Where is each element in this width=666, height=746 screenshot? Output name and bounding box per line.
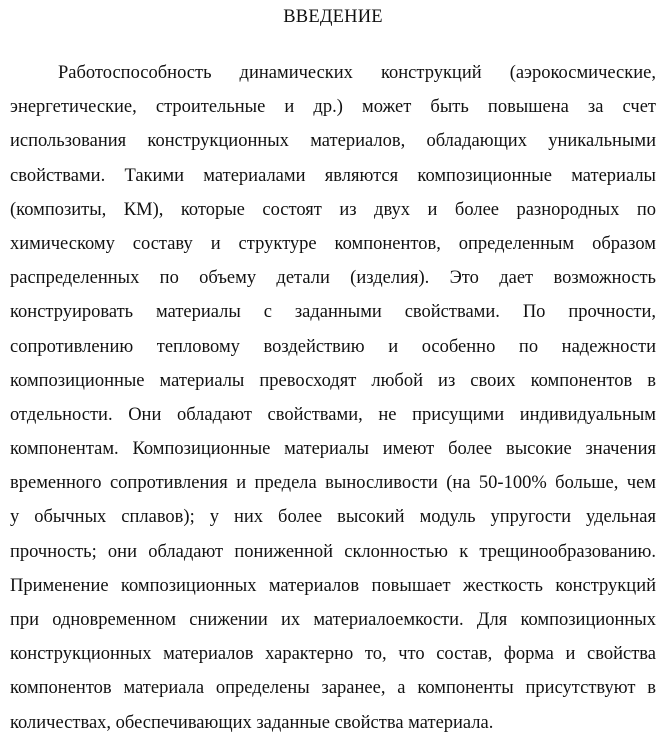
paragraph-line: энергетические, строительные и др.) может быть повышена за счет bbox=[10, 97, 656, 118]
paragraph-line: временного сопротивления и предела выносливости (на 50-100% больше, чем bbox=[10, 473, 656, 494]
paragraph-line: конструкционных материалов характерно то, что состав, форма и свойства bbox=[10, 644, 656, 665]
paragraph-line: прочность; они обладают пониженной склонностью к трещинообразованию. bbox=[10, 541, 656, 562]
paragraph-line: у обычных сплавов); у них более высокий модуль упругости удельная bbox=[10, 507, 656, 528]
body-paragraph bbox=[10, 62, 656, 746]
paragraph-line: конструировать материалы с заданными свойствами. По прочности, bbox=[10, 302, 656, 323]
paragraph-line: отдельности. Они обладают свойствами, не присущими индивидуальным bbox=[10, 404, 656, 425]
paragraph-line: свойствами. Такими материалами являются композиционные материалы bbox=[10, 165, 656, 186]
paragraph-line: компонентам. Композиционные материалы имеют более высокие значения bbox=[10, 439, 656, 460]
paragraph-line: при одновременном снижении их материалоемкости. Для композиционных bbox=[10, 610, 656, 630]
paragraph-line: компонентов материала определены заранее, а компоненты присутствуют в bbox=[10, 678, 656, 699]
paragraph-line: (композиты, КМ), которые состоят из двух и более разнородных по bbox=[10, 199, 656, 220]
paragraph-line: использования конструкционных материалов, обладающих уникальными bbox=[10, 131, 656, 152]
paragraph-line: Работоспособность динамических конструкций (аэрокосмические, bbox=[58, 63, 656, 83]
paragraph-line: сопротивлению тепловому воздействию и особенно по надежности bbox=[10, 336, 656, 357]
section-title: ВВЕДЕНИЕ bbox=[283, 7, 383, 27]
paragraph-line: распределенных по объему детали (изделия). Это дает возможность bbox=[10, 268, 656, 289]
paragraph-line: количествах, обеспечивающих заданные свойства материала. bbox=[10, 712, 494, 733]
paragraph-line: Применение композиционных материалов повышает жесткость конструкций bbox=[10, 575, 656, 596]
paragraph-line: композиционные материалы превосходят любой из своих компонентов в bbox=[10, 370, 656, 391]
paragraph-line: химическому составу и структуре компонентов, определенным образом bbox=[10, 233, 656, 254]
